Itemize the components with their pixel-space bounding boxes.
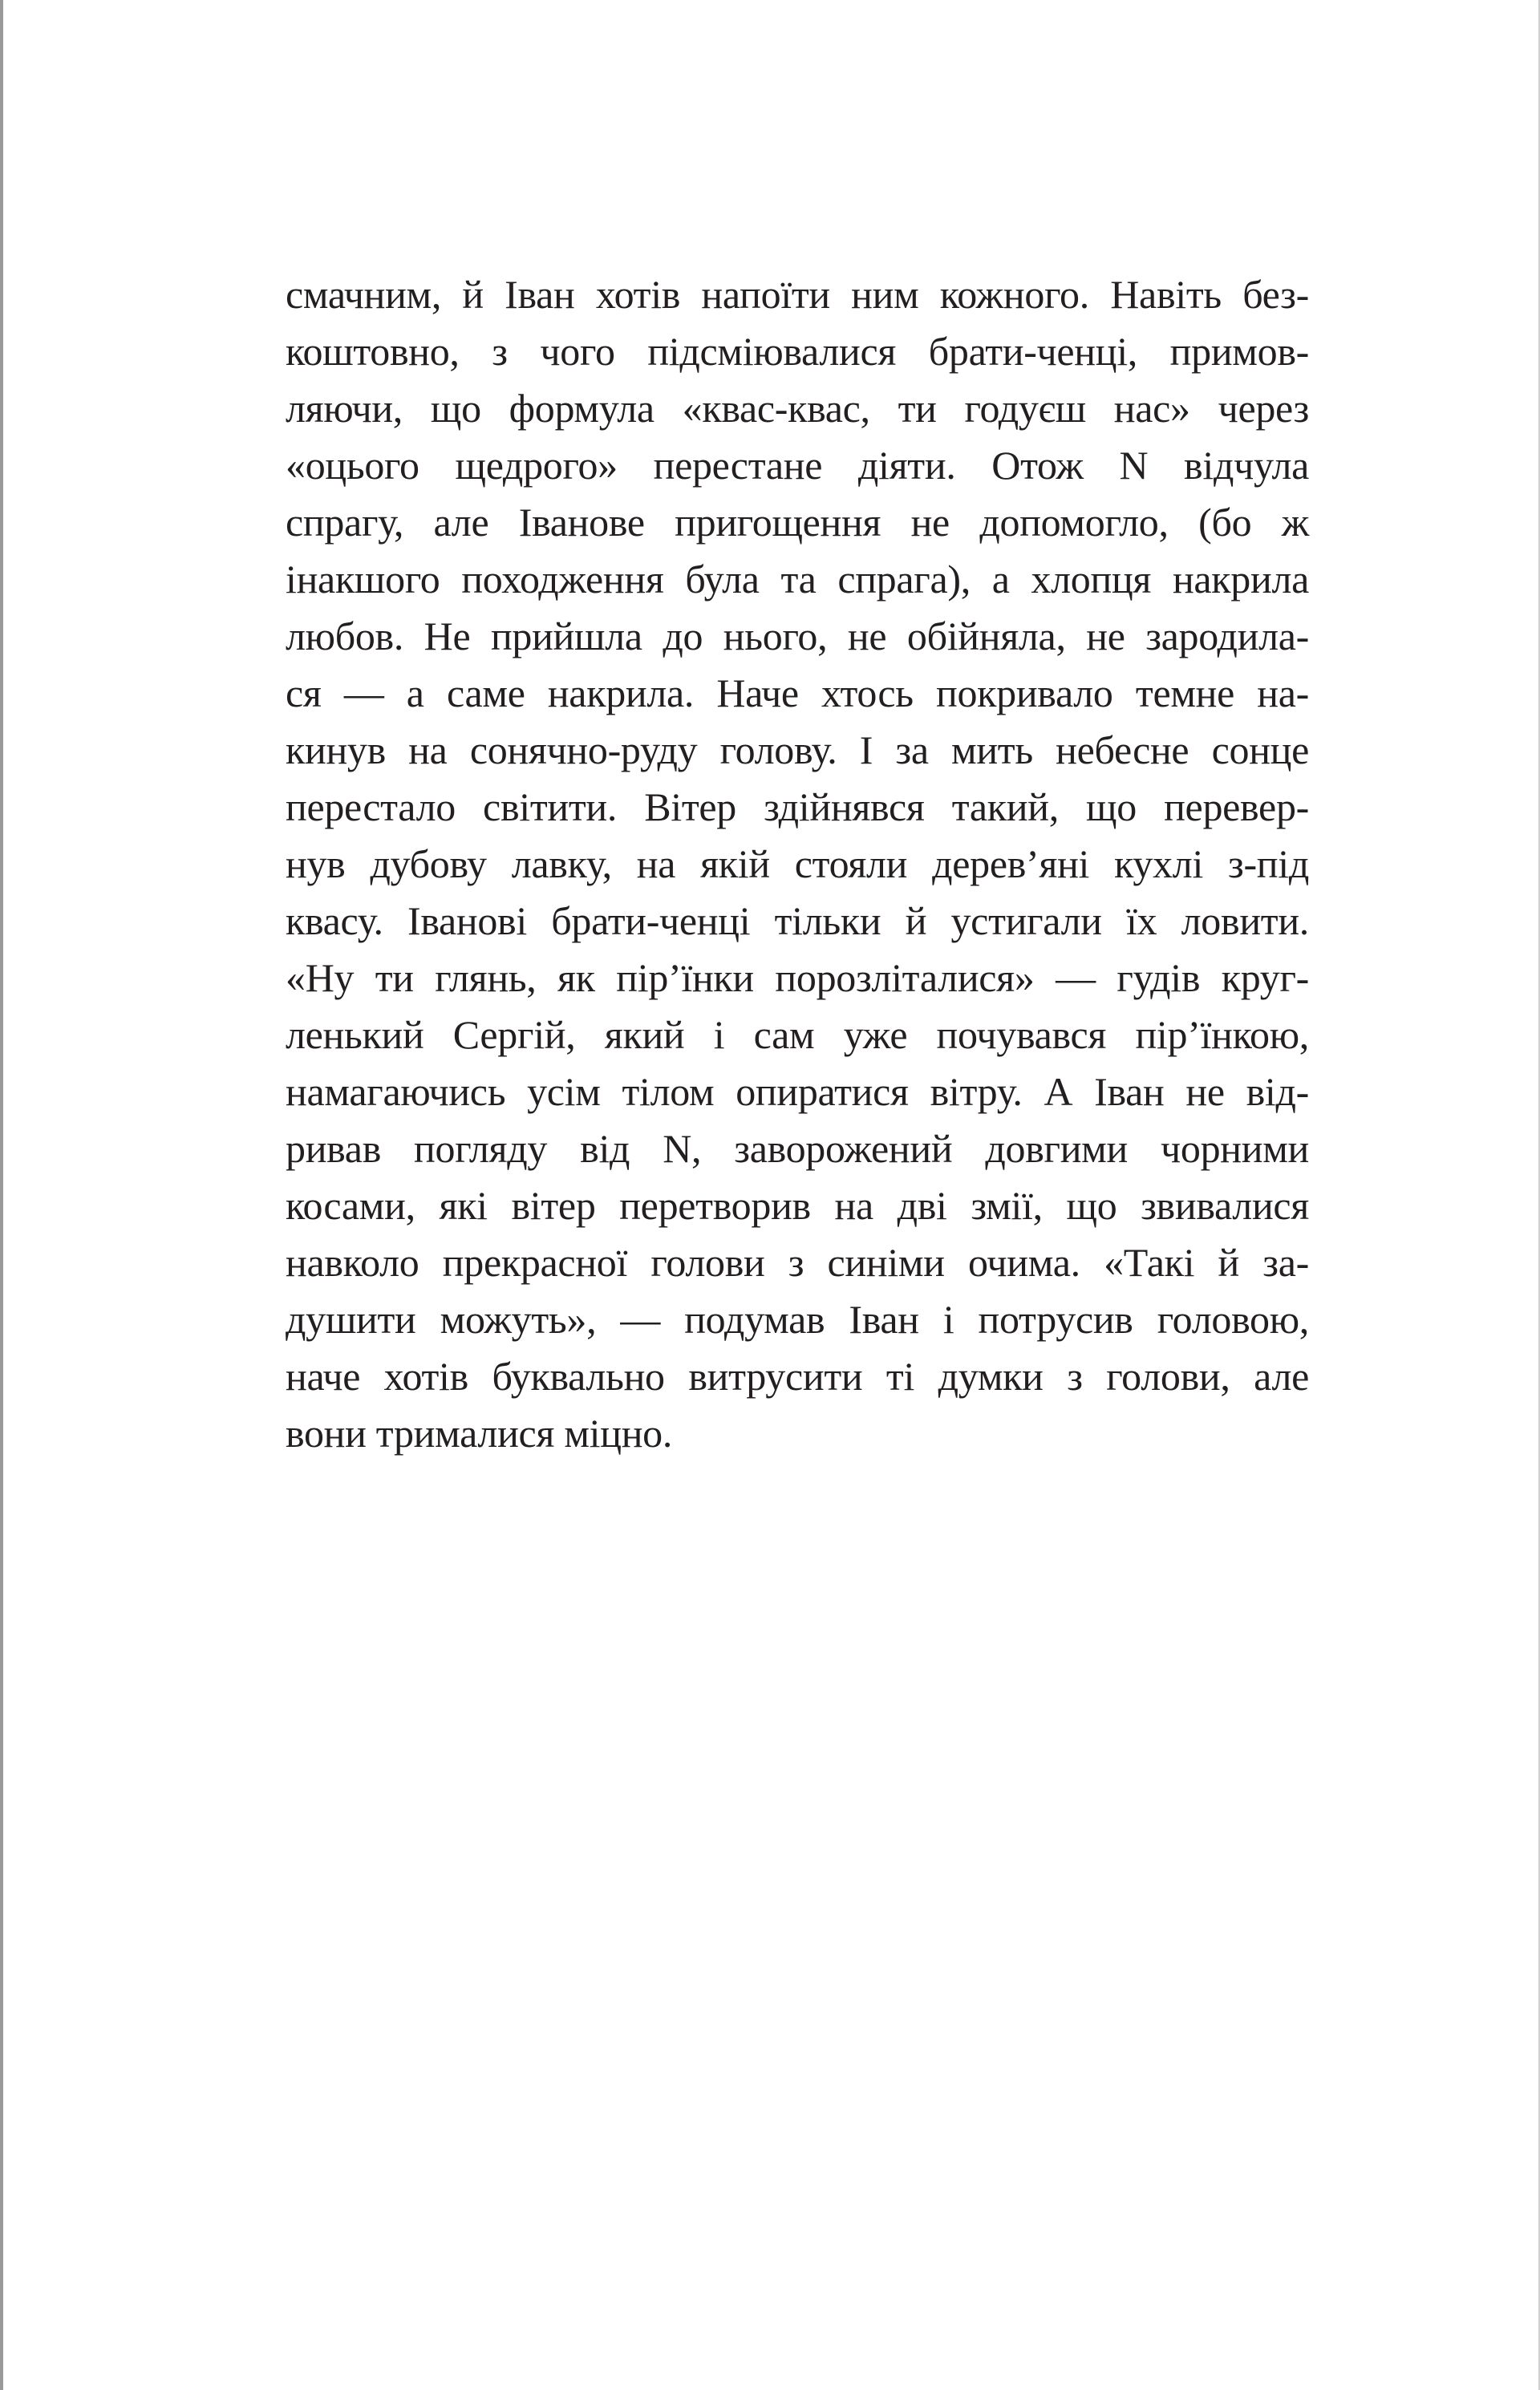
text-line: душити можуть», — подумав Іван і потрусив головою, bbox=[286, 1297, 1309, 1342]
text-line: нув дубову лавку, на якій стояли дерев’яні кухлі з-під bbox=[286, 841, 1309, 886]
text-line: квасу. Іванові брати-ченці тільки й устигали їх ловити. bbox=[286, 898, 1309, 943]
text-line: любов. Не прийшла до нього, не обійняла, не зародила- bbox=[286, 614, 1309, 658]
text-line: ляючи, що формула «квас-квас, ти годуєш нас» через bbox=[286, 386, 1309, 431]
text-line: ся — а саме накрила. Наче хтось покривало темне на- bbox=[286, 670, 1309, 715]
text-line: вони трималися міцно. bbox=[286, 1411, 673, 1456]
text-line: навколо прекрасної голови з синіми очима. «Такі й за- bbox=[286, 1240, 1309, 1285]
text-line: «оцього щедрого» перестане діяти. Отож N відчула bbox=[286, 443, 1309, 488]
body-text bbox=[286, 266, 1309, 1462]
text-line: перестало світити. Вітер здійнявся такий, що перевер- bbox=[286, 784, 1309, 829]
text-line: косами, які вітер перетворив на дві змії, що звивалися bbox=[286, 1183, 1309, 1228]
text-line: «Ну ти глянь, як пір’їнки порозліталися» — гудів круг- bbox=[286, 955, 1309, 1000]
text-line: коштовно, з чого підсміювалися брати-ченці, примов- bbox=[286, 329, 1309, 374]
text-line: наче хотів буквально витрусити ті думки з голови, але bbox=[286, 1354, 1309, 1399]
text-line: ленький Сергій, який і сам уже почувався пір’їнкою, bbox=[286, 1012, 1309, 1057]
text-line: інакшого походження була та спрага), а хлопця накрила bbox=[286, 557, 1309, 602]
page-edge bbox=[0, 0, 3, 2390]
text-line: ривав погляду від N, заворожений довгими чорними bbox=[286, 1126, 1309, 1171]
text-line: кинув на сонячно-руду голову. І за мить небесне сонце bbox=[286, 727, 1309, 772]
text-line: спрагу, але Іванове пригощення не допомогло, (бо ж bbox=[286, 500, 1309, 545]
text-line: смачним, й Іван хотів напоїти ним кожного. Навіть без- bbox=[286, 272, 1309, 317]
text-line: намагаючись усім тілом опиратися вітру. А Іван не від- bbox=[286, 1069, 1309, 1114]
